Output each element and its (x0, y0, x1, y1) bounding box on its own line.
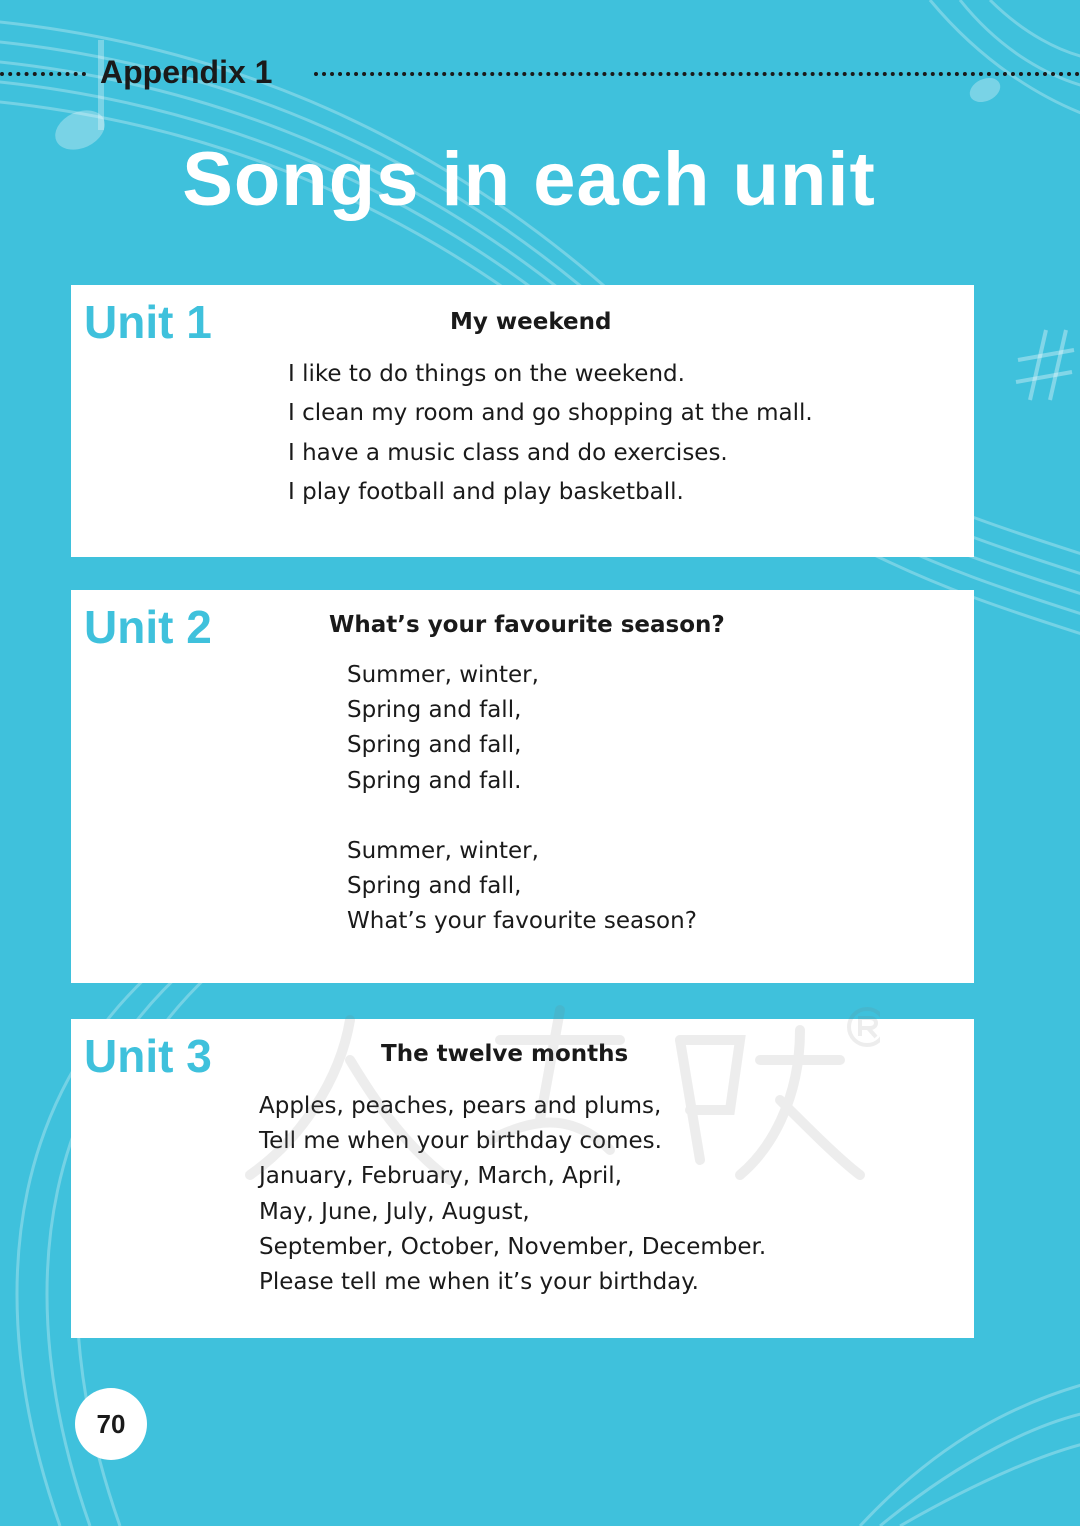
page-number: 70 (75, 1388, 147, 1460)
unit-3-lyrics (259, 1089, 766, 1300)
lyric-line: Spring and fall. (347, 767, 522, 794)
unit-3-card (71, 1019, 974, 1338)
appendix-label: Appendix 1 (100, 54, 273, 90)
lyric-line: I like to do things on the weekend. (288, 361, 685, 387)
lyric-line: Summer, winter, (347, 662, 539, 688)
dotted-rule-left (0, 72, 86, 76)
lyric-line: What’s your favourite season? (347, 908, 697, 935)
unit-3-song-title: The twelve months (381, 1041, 629, 1067)
lyric-line: I have a music class and do exercises. (288, 439, 728, 466)
unit-1-song-title: My weekend (450, 309, 612, 335)
stanza-gap (347, 799, 697, 834)
lyric-line: Tell me when your birthday comes. (259, 1128, 662, 1155)
lyric-line: I play football and play basketball. (288, 478, 684, 505)
lyric-line: September, October, November, December. (259, 1233, 767, 1260)
lyric-line: Apples, peaches, pears and plums, (259, 1093, 662, 1119)
unit-2-lyrics (347, 658, 697, 939)
lyric-line: Summer, winter, (347, 837, 539, 864)
lyric-line: Spring and fall, (347, 732, 522, 759)
unit-3-label: Unit 3 (84, 1030, 212, 1082)
lyric-line: Please tell me when it’s your birthday. (259, 1269, 699, 1296)
appendix-header (0, 50, 1080, 94)
unit-2-card (71, 590, 974, 983)
dotted-rule-right (314, 72, 1080, 76)
unit-2-song-title: What’s your favourite season? (329, 612, 725, 638)
lyric-line: Spring and fall, (347, 873, 522, 900)
page-title: Songs in each unit (182, 137, 876, 222)
lyric-line: Spring and fall, (347, 697, 522, 724)
unit-1-label: Unit 1 (84, 296, 212, 348)
unit-2-label: Unit 2 (84, 601, 212, 653)
unit-1-lyrics (288, 355, 813, 512)
lyric-line: January, February, March, April, (259, 1163, 622, 1190)
lyric-line: May, June, July, August, (259, 1198, 530, 1225)
lyric-line: I clean my room and go shopping at the mall. (288, 400, 813, 427)
unit-1-card (71, 285, 974, 557)
